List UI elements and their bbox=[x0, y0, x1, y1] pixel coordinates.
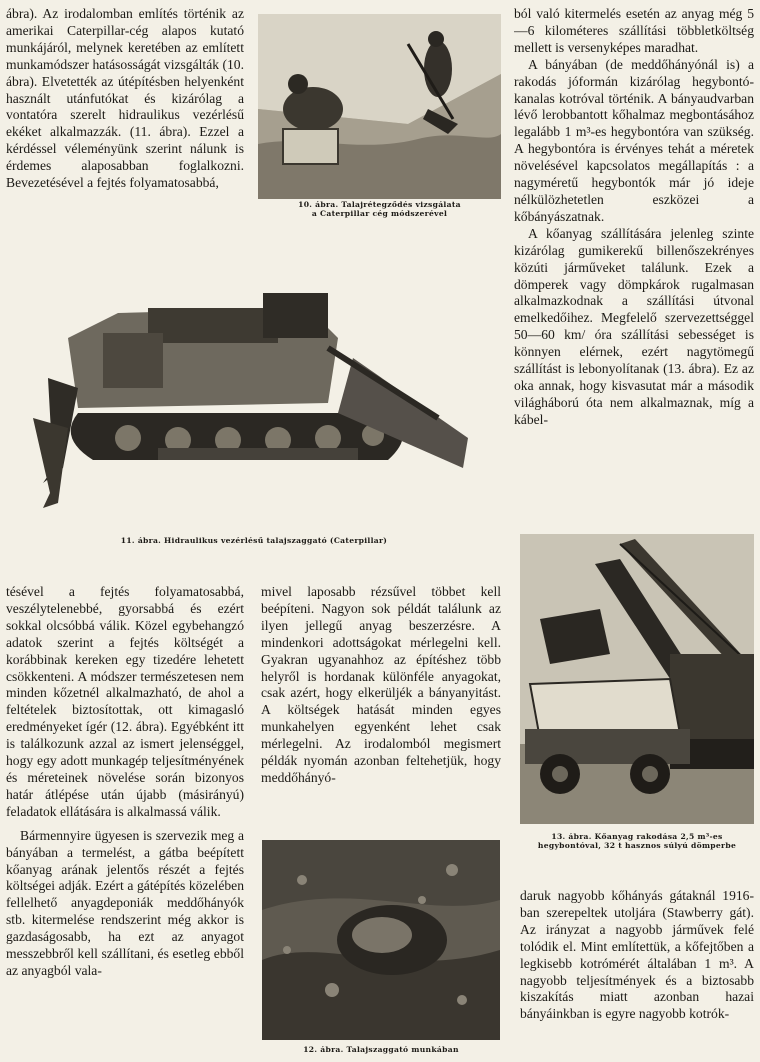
figure-10-photo bbox=[258, 14, 501, 199]
column1-bottom-text bbox=[6, 584, 244, 1059]
column3-top-text bbox=[514, 6, 754, 496]
paragraph: tésével a fejtés folyamatosabbá, veszélytelenebbé, gyorsabbá és ezért sokkal olcsóbbá válik. Közel egybehangzó adatok szerint a fejtés költségét a korábbinak kereken egy tizedére lehetett csökkenteni. A módszer természetesen nem minden kőzetnél alkalmazható, de ahol a feltételek biztosítottak, ott kimagasló eredményeket ígér (12. ábra). Egyébként itt is találkozunk azzal az ismert jelenséggel, hogy egy adott munkagép teljesítményének és méreteinek növelése során bizonyos határ átlépése után újabb (másirányú) feladatok ellátására is alkalmassá válik. bbox=[6, 584, 244, 819]
column1-top-text bbox=[6, 6, 244, 218]
paragraph: ábra). Az irodalomban említés történik az amerikai Caterpillar-cég alapos kutató munkájáról, melynek keretében az említett munkamódszer hatásosságát vizsgálták (10. ábra). Elvetették az útépítésben helyenként használt utánfutókat és kizárólag a vontatóra szerelt hidraulikus vezérlésű ekéket alkalmazzák. (11. ábra). Ezzel a kérdéssel véleményünk szerint nálunk is érdemes alaposabban foglalkozni. Bevezetésével a fejtés folyamatosabbá, bbox=[6, 6, 244, 191]
paragraph: mivel laposabb rézsűvel többet kell beépíteni. Nagyon sok példát találunk az ilyen jellegű anyag beszerzésre. A mindenkori adottságokat mérlegelni kell. Gyakran ugyanahhoz az építéshez több helyről is hordanak különféle anyagokat, csak azért, hogy elkerüljék a bányanyitást. A költségek hatását minden egyes munkahelyen egyenként lehet csak mérlegelni. Az irodalomból megismert példák nyomán azonban feltehetjük, hogy meddőhányó- bbox=[261, 584, 501, 785]
figure-11-caption: 11. ábra. Hidraulikus vezérlésű talajszaggató (Caterpillar) bbox=[120, 536, 388, 545]
figure-10-caption: 10. ábra. Talajrétegződés vizsgálata a Caterpillar cég módszerével bbox=[298, 200, 461, 219]
paragraph: A bányában (de meddőhányónál is) a rakodás jóformán kizárólag hegybontó-kanalas kotróval történik. A bányaudvarban lévő lerobbantott kőhalmaz megbontásához legalább 1 m³-es hegybontóra van szükség. A hegybontóra is érvényes tehát a méretek növelésével kapcsolatos megállapítás : a nagyméretű hegybontók már jó ideje nélkülözhetetlen eszközei a kőbányászatnak. bbox=[514, 56, 754, 224]
paragraph: ból való kitermelés esetén az anyag még 5—6 kilométeres szállítási többletköltség mellett is versenyképes maradhat. bbox=[514, 6, 754, 55]
figure-12-caption: 12. ábra. Talajszaggató munkában bbox=[303, 1045, 459, 1054]
figure-13-caption: 13. ábra. Kőanyag rakodása 2,5 m³-es hegybontóval, 32 t hasznos súlyú dömperbe bbox=[537, 832, 737, 851]
figure-13-photo bbox=[520, 534, 754, 824]
paragraph: daruk nagyobb kőhányás gátaknál 1916-ban szerepeltek utoljára (Stawberry gát). Az irányzat a nagyobb járművek felé tolódik el. Mint említettük, a kőfejtőben a legkisebb kotrómérét általában 1 m³. A nagyobb teljesítmények és a biztosabb kiszakítás miatt azonban hazai bányáinkban is egyre nagyobb kotrók- bbox=[520, 888, 754, 1022]
figure-12-photo bbox=[262, 840, 500, 1040]
paragraph: Bármennyire ügyesen is szervezik meg a bányában a termelést, a gátba beépített kőanyag arának jelentős részét a fejtés költségei adják. Ezért a gátépítés közelében fellelhető anyagdeponiák meddőhányók stb. kitermelése rendszerint még akkor is gazdaságosabb, ha ezt az anyagot messzebbről kell szállítani, és esetleg ebből az anyagból vala- bbox=[6, 827, 244, 978]
paragraph: A kőanyag szállítására jelenleg szinte kizárólag gumikerekű billenőszekrényes közúti járműveket találunk. Ezek a dömperek vagy dömpkárok rugalmasan alkalmazkodnak a szállítási útvonal emelkedőihez. Megfelelő szervezettséggel 50—60 km/ óra szállítási sebességet is könnyen elérnek, ezért nagytömegű szállítást is lebonyolítanak (13. ábra). Ez az oka annak, hogy kisvasutat már a második világháború óta nem alkalmaznak, míg a kábel- bbox=[514, 225, 754, 427]
column2-bottom-text bbox=[261, 584, 501, 824]
figure-11-photo bbox=[8, 268, 500, 526]
column3-bottom-text bbox=[520, 888, 754, 1060]
